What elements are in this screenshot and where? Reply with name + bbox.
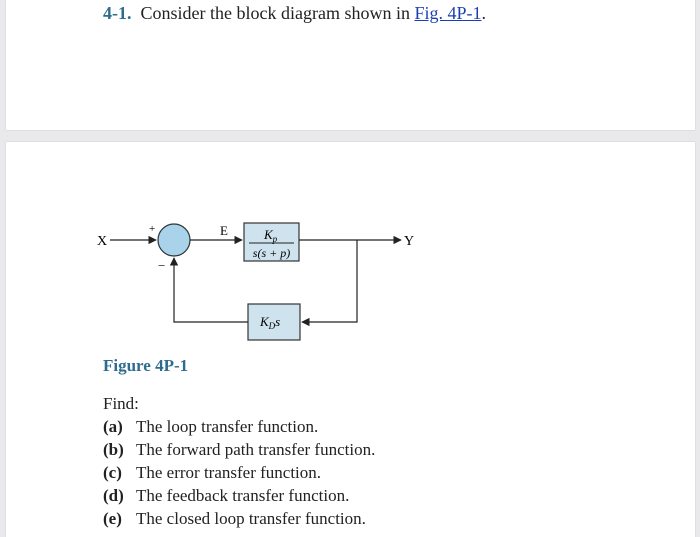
summing-junction <box>158 224 190 256</box>
find-item-c <box>103 463 375 486</box>
find-text: The loop transfer function. <box>136 417 319 436</box>
problem-statement <box>103 3 486 24</box>
problem-card <box>6 0 695 130</box>
block-diagram <box>6 142 695 342</box>
feedback-down-line <box>302 240 357 322</box>
figure-link[interactable]: Fig. 4P-1 <box>414 3 482 23</box>
find-text: The error transfer function. <box>136 463 322 482</box>
find-list <box>103 417 375 532</box>
find-letter: (a) <box>103 417 123 436</box>
sign-plus: + <box>149 223 156 235</box>
find-item-e <box>103 509 375 532</box>
feedback-return-line <box>174 258 248 322</box>
find-item-a <box>103 417 375 440</box>
forward-denominator: s(s + p) <box>252 246 291 260</box>
find-letter: (d) <box>103 486 124 505</box>
output-label: Y <box>404 234 415 249</box>
find-letter: (b) <box>103 440 124 459</box>
find-letter: (e) <box>103 509 122 528</box>
error-label: E <box>220 223 228 238</box>
figure-caption: Figure 4P-1 <box>103 356 189 375</box>
input-label: X <box>97 234 108 249</box>
feedback-gain: $K_Ds$ <box>260 314 281 331</box>
sign-minus: − <box>158 258 166 273</box>
find-item-b <box>103 440 375 463</box>
find-label: Find: <box>103 394 139 413</box>
figure-card <box>6 142 695 537</box>
find-letter: (c) <box>103 463 122 482</box>
find-text: The feedback transfer function. <box>136 486 350 505</box>
forward-numerator: $K_p$ <box>264 227 278 244</box>
problem-number: 4-1. <box>103 3 132 23</box>
find-text: The closed loop transfer function. <box>136 509 366 528</box>
problem-text-end: . <box>481 3 486 23</box>
find-item-d <box>103 486 375 509</box>
problem-text: Consider the block diagram shown in <box>140 3 415 23</box>
find-text: The forward path transfer function. <box>136 440 376 459</box>
